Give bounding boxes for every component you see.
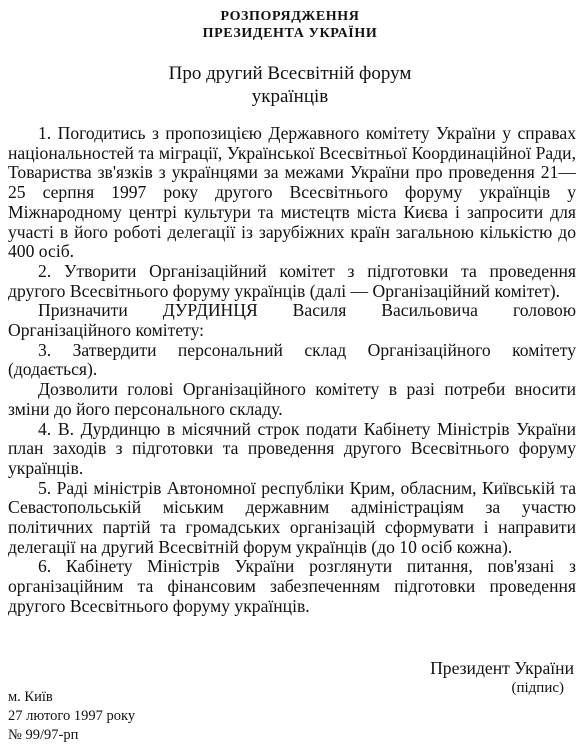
issue-date: 27 лютого 1997 року: [8, 708, 136, 724]
document-number: № 99/97-рп: [8, 727, 79, 743]
issue-place: м. Київ: [8, 689, 53, 705]
paragraph-3: 3. Затвердити персональний склад Організаційного комітету (додається).: [8, 339, 576, 380]
signature-block: [430, 658, 574, 698]
document-body: [8, 124, 576, 617]
document-footer: [8, 688, 135, 745]
document-title: [10, 62, 570, 108]
signature-note: (підпис): [511, 680, 564, 696]
paragraph-4: 4. В. Дурдинцю в місячний строк подати Кабінету Міністрів України план заходів з підготовки та проведення другого Всесвітнього форуму українців.: [8, 418, 576, 478]
title-line-1: Про другий Всесвітній форум: [168, 63, 412, 84]
document-header: [10, 8, 570, 42]
header-decree-label: РОЗПОРЯДЖЕННЯ: [220, 9, 360, 24]
header-president-label: ПРЕЗИДЕНТА УКРАЇНИ: [202, 26, 378, 41]
paragraph-2-appointment: Призначити ДУРДИНЦЯ Василя Васильовича головою Організаційного комітету:: [8, 300, 576, 341]
title-line-2: українців: [251, 86, 329, 107]
paragraph-6: 6. Кабінету Міністрів України розглянути питання, пов'язані з організаційним та фінансовим забезпеченням підготовки проведення другого Всесвітнього форуму українців.: [8, 556, 576, 616]
signature-title: Президент України: [430, 658, 574, 678]
paragraph-3-permission: Дозволити голові Організаційного комітету в разі потреби вносити зміни до його персонального складу.: [8, 379, 576, 419]
paragraph-2: 2. Утворити Організаційний комітет з підготовки та проведення другого Всесвітнього форуму українців (далі — Організаційний комітет).: [8, 260, 576, 301]
paragraph-5: 5. Раді міністрів Автономної республіки Крим, обласним, Київській та Севастопольській міським державним адміністраціям за участю політичних партій та громадських організацій сформувати і направити делегації на другий Всесвітній форум українців (до 10 осіб кожна).: [8, 477, 576, 557]
paragraph-1: 1. Погодитись з пропозицією Державного комітету України у справах національностей та міграції, Української Всесвітньої Координаційної Ради, Товариства зв'язків з українцями за межами України про проведення 21—25 серпня 1997 року другого Всесвітнього форуму українців у Міжнародному центрі культури та мистецтв міста Києва і запросити для участі в його роботі делегації із зарубіжних країн загальною кількістю до 400 осіб.: [8, 123, 576, 262]
